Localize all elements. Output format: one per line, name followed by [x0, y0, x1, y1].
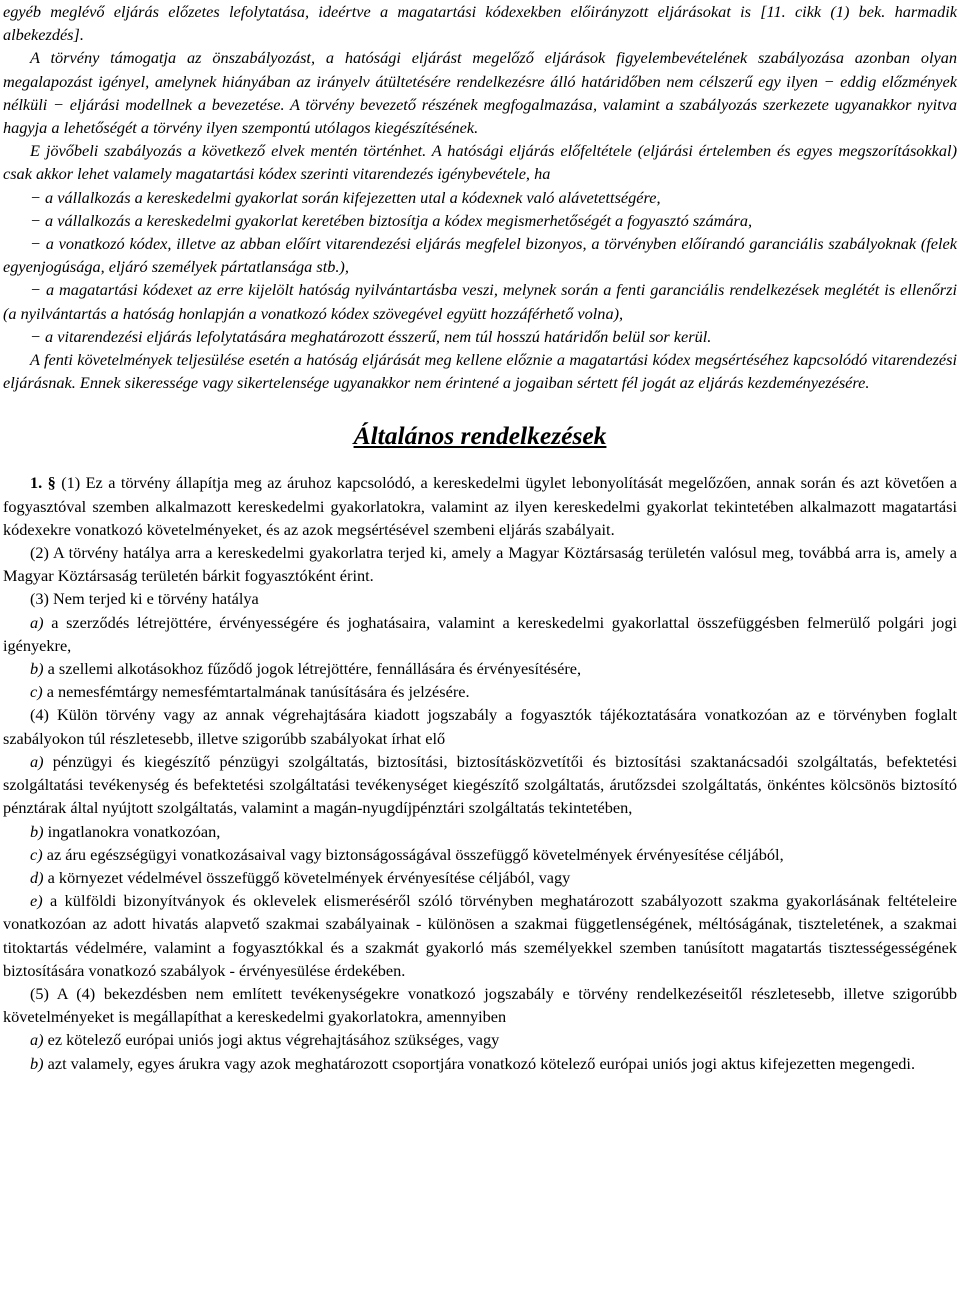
- section-heading: Általános rendelkezések: [353, 421, 607, 451]
- point-text: pénzügyi és kiegészítő pénzügyi szolgáltatás, biztosítási, biztosításközvetítői és biztosítási szaktanácsadói szolgáltatás, befektetési szolgáltatási tevékenység és befektetési szolgáltatási tevékenységet kiegészítő szolgáltatás, árutőzsdei szolgáltatás, önkéntes kölcsönös biztosító pénztárak által nyújtott szolgáltatás, valamint a magán-nyugdíjpénztári szolgáltatás tekintetében,: [3, 751, 957, 818]
- point-5a: [3, 1028, 957, 1051]
- point-label: b): [30, 659, 44, 679]
- point-label: a): [30, 751, 44, 771]
- point-text: a szellemi alkotásokhoz fűződő jogok létrejöttére, fennállására és érvényesítésére,: [47, 659, 582, 679]
- point-label: a): [30, 612, 44, 632]
- point-3b: [3, 657, 957, 680]
- point-label: e): [30, 891, 43, 911]
- point-text: a nemesfémtárgy nemesfémtartalmának tanúsítására és jelzésére.: [46, 682, 470, 702]
- point-text: azt valamely, egyes árukra vagy azok meghatározott csoportjára vonatkozó kötelező európai uniós jogi aktus kifejezetten megengedi.: [47, 1053, 916, 1073]
- paragraph-1-4: (4) Külön törvény vagy az annak végrehajtására kiadott jogszabály a fogyasztók tájékoztatására vonatkozóan az e törvényben foglalt szabályokon túl részletesebb, illetve szigorúbb szabályokat írhat elő: [3, 705, 957, 748]
- intro-paragraph-self-regulation: A törvény támogatja az önszabályozást, a hatósági eljárást megelőző eljárások figyelembevételének szabályozása azonban olyan megalapozást igényel, amelynek hiányában az irányelv átültetésére rendelkezésre álló határidőben nem célszerű egy ilyen − eddig előzmények nélküli − eljárási modellnek a bevezetése. A törvény bevezető részének megfogalmazása, valamint a szabályozás szerkezete ugyanakkor nyitva hagyja a lehetőségét a törvény ilyen szempontú utólagos kiegészítésének.: [3, 48, 957, 138]
- paragraph-1-1: [3, 471, 957, 541]
- point-label: c): [30, 682, 43, 702]
- point-5b: [3, 1052, 957, 1075]
- point-label: d): [30, 867, 44, 887]
- point-4c: [3, 843, 957, 866]
- point-3c: [3, 680, 957, 703]
- point-text: ez kötelező európai uniós jogi aktus végrehajtásához szükséges, vagy: [47, 1030, 500, 1050]
- point-text: az áru egészségügyi vonatkozásaival vagy biztonságosságával összefüggő követelmények érvényesítése céljából,: [46, 844, 784, 864]
- point-4b: [3, 820, 957, 843]
- point-text: a szerződés létrejöttére, érvényességére és joghatásaira, valamint a kereskedelmi gyakorlattal összefüggésben felmerülő polgári jogi igényekre,: [3, 612, 957, 655]
- point-label: c): [30, 844, 43, 864]
- intro-dash-item-1: − a vállalkozás a kereskedelmi gyakorlat során kifejezetten utal a kódexnek való alávetettségére,: [30, 187, 661, 207]
- intro-dash-item-5: − a vitarendezési eljárás lefolytatására meghatározott ésszerű, nem túl hosszú határidőn belül sor kerül.: [30, 326, 712, 346]
- point-text: a környezet védelmével összefüggő követelmények érvényesítése céljából, vagy: [47, 867, 571, 887]
- intro-dash-item-4: − a magatartási kódexet az erre kijelölt hatóság nyilvántartásba veszi, melynek során a fenti garanciális rendelkezések meglétét is ellenőrzi (a nyilvántartás a hatóság honlapján a vonatkozó kódex szövegével együtt hozzáférhető volna),: [3, 280, 957, 323]
- intro-dash-item-2: − a vállalkozás a kereskedelmi gyakorlat keretében biztosítja a kódex megismerhetőségét a fogyasztó számára,: [30, 210, 753, 230]
- intro-paragraph-requirements: A fenti követelmények teljesülése esetén a hatóság eljárását meg kellene előznie a magatartási kódex megsértéséhez kapcsolódó vitarendezési eljárásnak. Ennek sikeressége vagy sikertelensége ugyanakkor nem érintené a jogaiban sértett fél jogát az eljárás kezdeményezésére.: [3, 350, 957, 393]
- point-text: a külföldi bizonyítványok és oklevelek elismeréséről szóló törvényben meghatározott szabályozott szakma gyakorlásának feltételeire vonatkozóan az adott hivatás alapvető szakmai szabályainak - különösen a szakmai függetlenségének, méltóságának, tiszteletének, a szakmai titoktartás védelmére, valamint a fogyasztókkal és a szakmát gyakorló más személyekkel szemben tanúsított magatartás tisztességességének biztosítására vonatkozó szabályok - érvényesülése érdekében.: [3, 891, 957, 980]
- paragraph-1-2: (2) A törvény hatálya arra a kereskedelmi gyakorlatra terjed ki, amely a Magyar Köztársaság területén valósul meg, továbbá arra is, amely a Magyar Köztársaság területén bárkit fogyasztóként érint.: [3, 543, 957, 586]
- point-3a: [3, 611, 957, 657]
- point-label: a): [30, 1030, 44, 1050]
- intro-paragraph-principles: E jövőbeli szabályozás a következő elvek mentén történhet. A hatósági eljárás előfeltétele (eljárási értelemben és egyes megszorításokkal) csak akkor lehet valamely magatartási kódex szerinti vitarendezés igénybevétele, ha: [3, 141, 957, 184]
- point-4a: [3, 750, 957, 820]
- point-label: b): [30, 1053, 44, 1073]
- intro-continuation: egyéb meglévő eljárás előzetes lefolytatása, ideértve a magatartási kódexekben előirányzott eljárásokat is [11. cikk (1) bek. harmadik albekezdés].: [3, 2, 957, 45]
- section-number: 1. §: [30, 473, 56, 493]
- point-text: ingatlanokra vonatkozóan,: [47, 821, 221, 841]
- paragraph-1-1-text: (1) Ez a törvény állapítja meg az áruhoz kapcsolódó, a kereskedelmi ügylet lebonyolítását megelőzően, annak során és azt követően a fogyasztóval szemben alkalmazott kereskedelmi gyakorlatokra, valamint az ilyen kereskedelmi gyakorlat tekintetében alkalmazott magatartási kódexekre vonatkozó követelményeket, és az azok megsértésével szembeni eljárás szabályait.: [3, 473, 958, 539]
- point-4d: [3, 866, 957, 889]
- paragraph-1-3: (3) Nem terjed ki e törvény hatálya: [30, 589, 259, 609]
- point-label: b): [30, 821, 44, 841]
- intro-dash-item-3: − a vonatkozó kódex, illetve az abban előírt vitarendezési eljárás megfelel bizonyos, a törvényben előírandó garanciális szabályoknak (felek egyenjogúsága, eljáró személyek pártatlansága stb.),: [3, 234, 957, 277]
- point-4e: [3, 889, 957, 982]
- paragraph-1-5: (5) A (4) bekezdésben nem említett tevékenységekre vonatkozó jogszabály e törvény rendelkezéseitől részletesebb, illetve szigorúbb követelményeket is megállapíthat a kereskedelmi gyakorlatokra, amennyiben: [3, 983, 957, 1027]
